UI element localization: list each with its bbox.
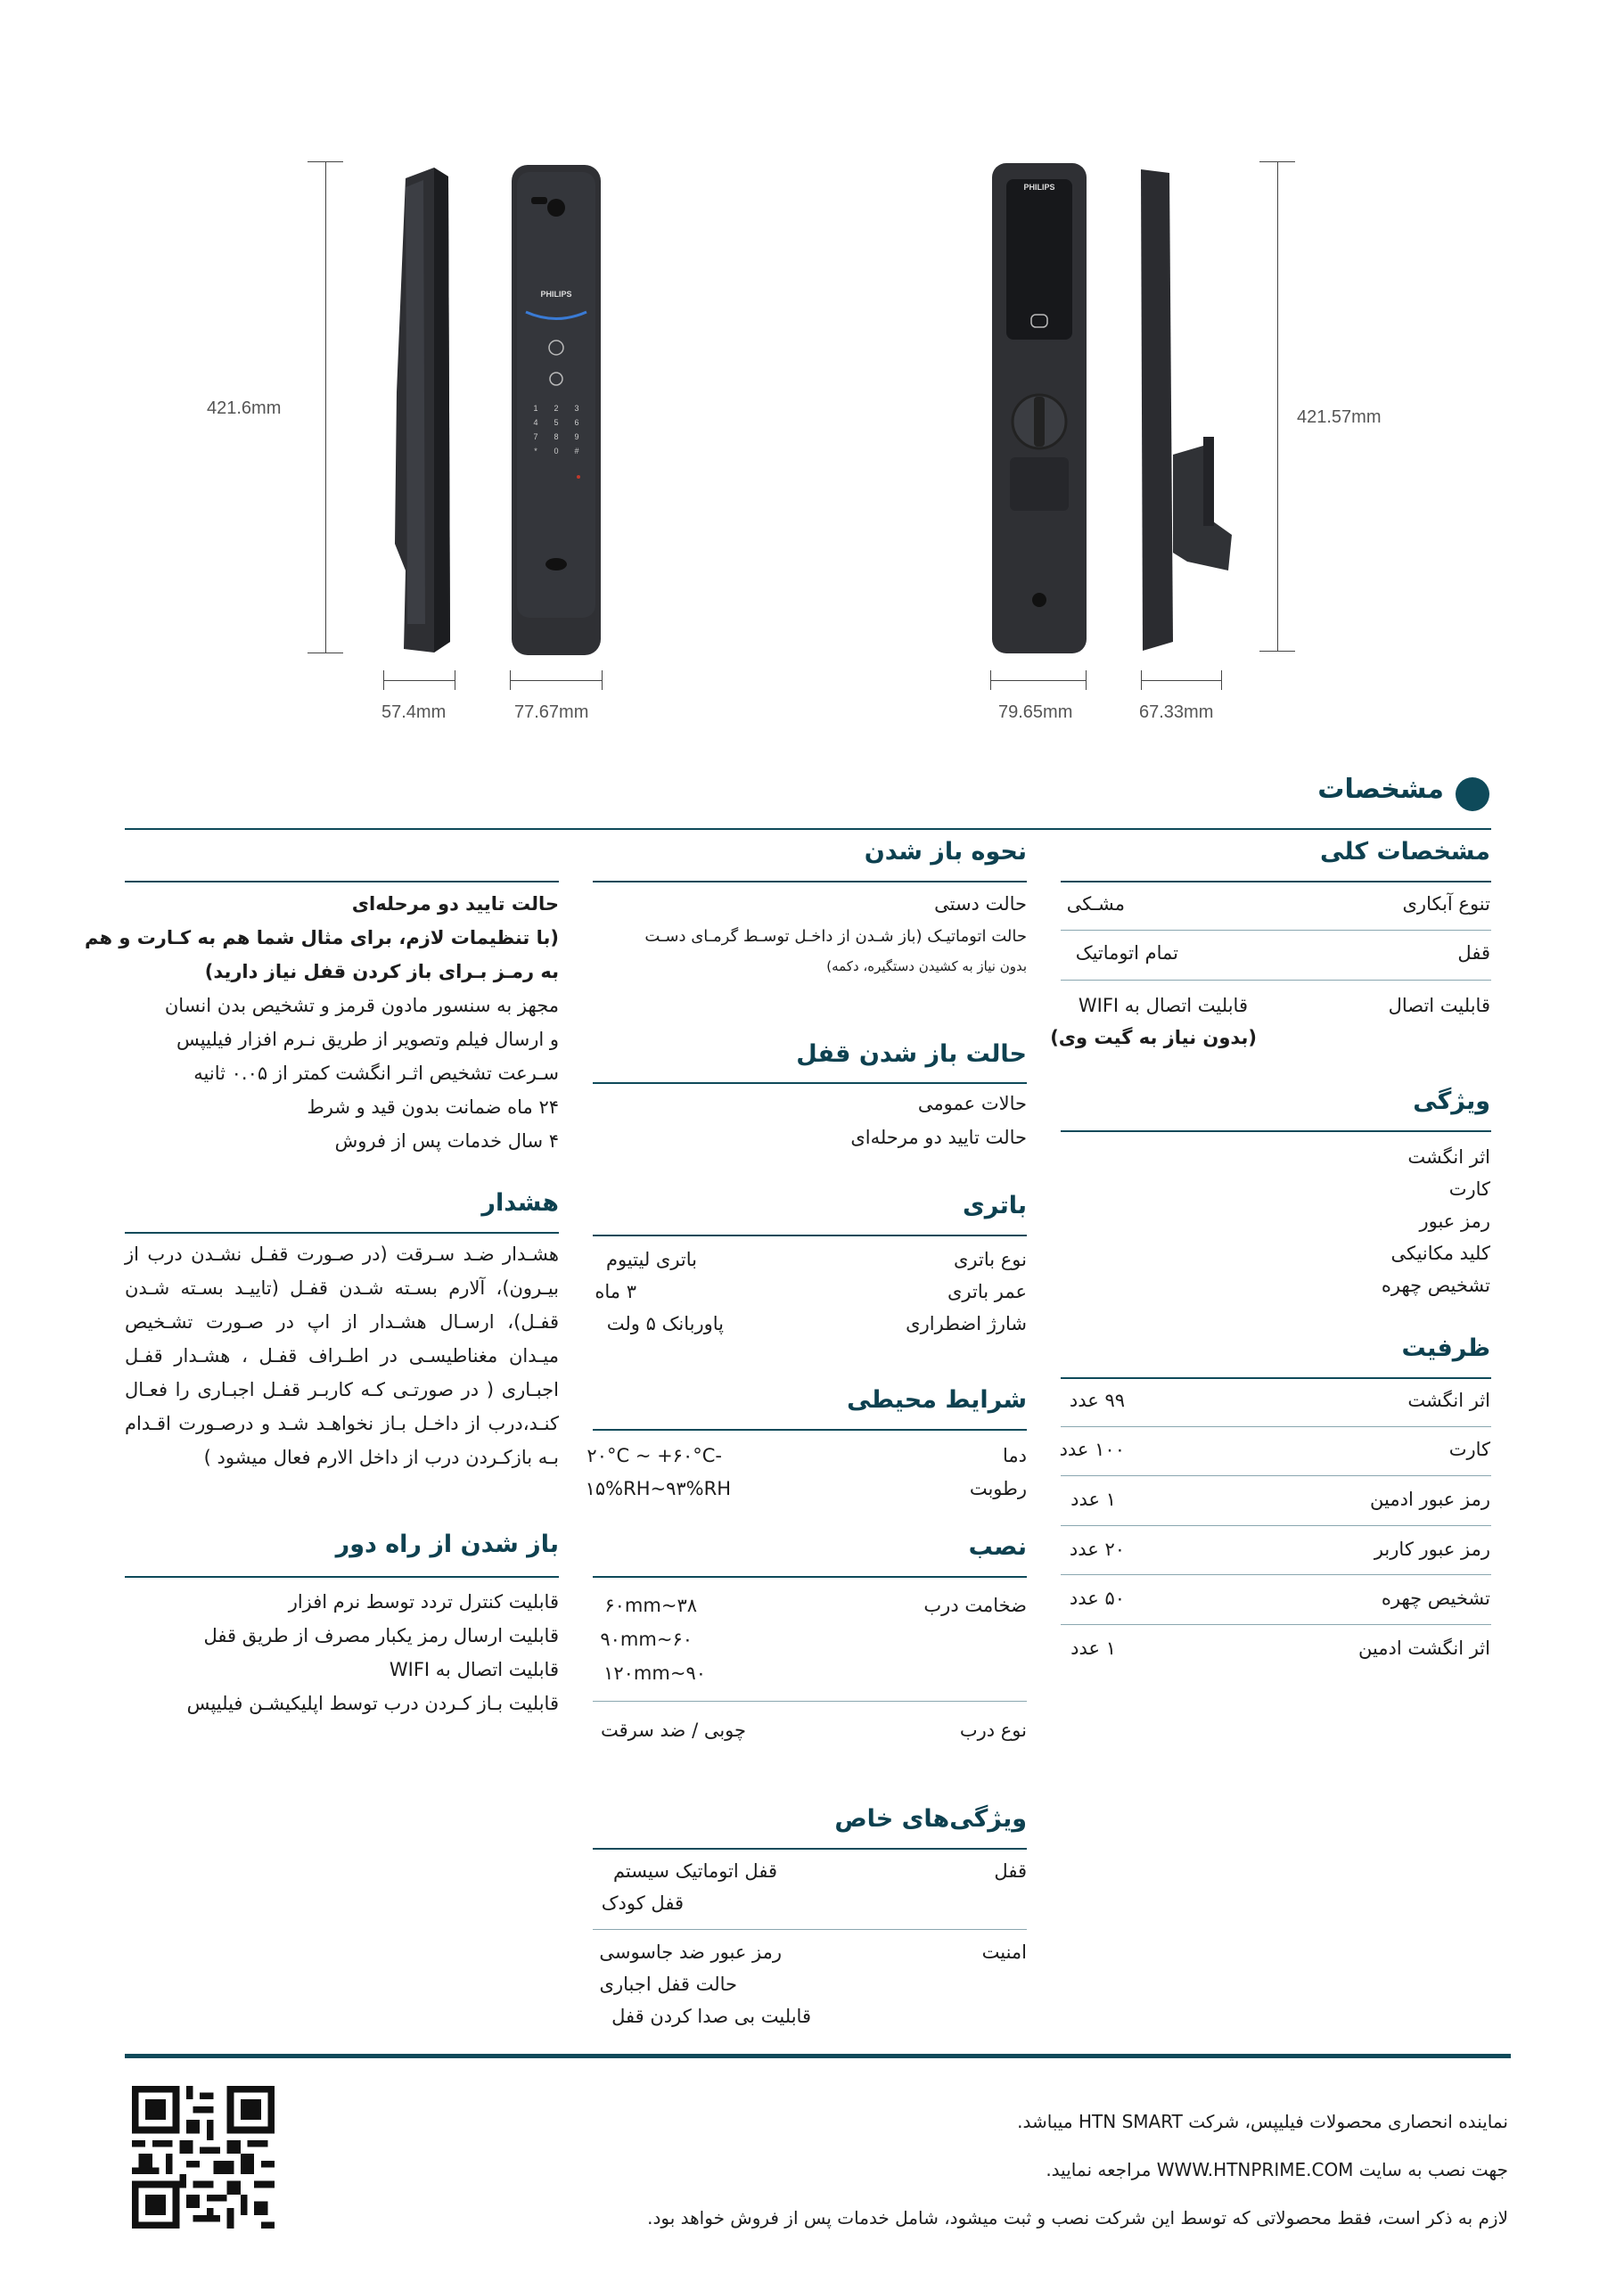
- feature-item: کلید مکانیکی: [1390, 1243, 1490, 1264]
- height-dimension-line-left: [325, 161, 326, 653]
- unlock-method-item: حالت دستی: [934, 893, 1027, 915]
- remote-item: قابلیت بـاز کـردن درب توسط اپلیکیشـن فیلیپس: [186, 1693, 559, 1714]
- footer-divider: [125, 2054, 1511, 2058]
- svg-text:2: 2: [554, 404, 559, 413]
- brand-logo-inside: PHILIPS: [1023, 183, 1055, 192]
- environment-title: شرایط محیطی: [847, 1386, 1027, 1414]
- capacity-value: ۹۹ عدد: [1069, 1390, 1125, 1411]
- lock-side-profile-right: [1134, 160, 1232, 660]
- spec-value-note: (بدون نیاز به گیت وی): [1050, 1027, 1257, 1048]
- special-value: قفل کودک: [601, 1892, 684, 1914]
- lock-front-view-inside: [992, 163, 1087, 653]
- environment-label: رطوبت: [969, 1478, 1027, 1499]
- capacity-value: ۱۰۰ عدد: [1059, 1439, 1125, 1460]
- footer-line-2: جهت نصب به سایت WWW.HTNPRIME.COM مراجعه نمایید.: [1046, 2159, 1508, 2180]
- specs-title: مشخصات: [1317, 774, 1444, 805]
- capacity-value: ۱ عدد: [1070, 1638, 1116, 1659]
- battery-title: باتری: [963, 1192, 1027, 1219]
- environment-value: ۱۵%RH~۹۳%RH: [585, 1478, 731, 1499]
- width-label-4: 67.33mm: [1139, 702, 1214, 722]
- alarm-title: هشدار: [481, 1189, 559, 1217]
- unlock-state-item: حالت تایید دو مرحله‌ای: [850, 1127, 1027, 1148]
- unlock-method-title: نحوه باز شدن: [864, 838, 1027, 866]
- battery-value: ۳ ماه: [595, 1281, 636, 1302]
- capacity-title: ظرفیت: [1401, 1334, 1490, 1362]
- spec-label: تنوع آبکاری: [1402, 893, 1490, 915]
- spec-value: مشـکی: [1066, 893, 1125, 915]
- width-label-2: 77.67mm: [514, 702, 589, 722]
- height-label-left: 421.6mm: [207, 398, 282, 418]
- environment-label: دما: [1003, 1445, 1027, 1466]
- two-step-line: (با تنظیمات لازم، برای مثال شما هم به کـارت و هم: [84, 927, 559, 948]
- capacity-label: رمز عبور کاربر: [1374, 1539, 1490, 1560]
- feature-item: اثر انگشت: [1407, 1146, 1490, 1168]
- special-value: حالت قفل اجباری: [599, 1974, 737, 1995]
- feature-item: کارت: [1448, 1178, 1490, 1200]
- footer-line-1: نماینده انحصاری محصولات فیلیپس، شرکت HTN SMART میباشد.: [1017, 2111, 1508, 2132]
- width-label-3: 79.65mm: [998, 702, 1073, 722]
- install-label: ضخامت درب: [923, 1595, 1027, 1616]
- two-step-line: به رمـز بـرای باز کردن قفل نیاز دارید): [204, 961, 559, 982]
- feature-item: تشخیص چهره: [1381, 1275, 1490, 1296]
- width-label-1: 57.4mm: [381, 702, 447, 722]
- svg-text:5: 5: [554, 418, 559, 427]
- remote-item: قابلیت کنترل تردد توسط نرم افزار: [288, 1591, 559, 1613]
- special-value: رمز عبور ضد جاسوسی: [599, 1941, 782, 1963]
- general-specs-title: مشخصات کلی: [1320, 838, 1490, 866]
- svg-text:*: *: [534, 447, 537, 456]
- two-step-line: و ارسال فیلم وتصویر از طریق نـرم افزار فیلیپس: [176, 1029, 559, 1050]
- lock-side-profile-left: [379, 160, 468, 660]
- special-value: قابلیت بی صدا کردن قفل: [611, 2006, 811, 2027]
- battery-label: نوع باتری: [953, 1249, 1027, 1270]
- battery-label: عمر باتری: [947, 1281, 1027, 1302]
- unlock-state-title: حالت باز شدن قفل: [796, 1040, 1027, 1068]
- capacity-value: ۱ عدد: [1070, 1489, 1116, 1510]
- capacity-value: ۲۰ عدد: [1069, 1539, 1125, 1560]
- install-label: نوع درب: [959, 1720, 1027, 1741]
- capacity-label: کارت: [1448, 1439, 1490, 1460]
- install-value: ۶۰~۹۰mm: [600, 1629, 693, 1650]
- svg-text:1: 1: [533, 404, 538, 413]
- install-value: ۳۸~۶۰mm: [604, 1595, 697, 1616]
- feature-title: ویژگی: [1413, 1088, 1490, 1115]
- special-label: امنیت: [981, 1941, 1027, 1963]
- spec-label: قابلیت اتصال: [1388, 995, 1490, 1016]
- capacity-label: تشخیص چهره: [1381, 1588, 1490, 1609]
- footer-line-3: لازم به ذکر است، فقط محصولاتی که توسط این شرکت نصب و ثبت میشود، شامل خدمات پس از فروش خواهد بود.: [647, 2207, 1508, 2229]
- install-title: نصب: [968, 1533, 1027, 1561]
- two-step-line: مجهز به سنسور مادون قرمز و تشخیص بدن انسان: [164, 995, 559, 1016]
- svg-text:#: #: [574, 447, 579, 456]
- special-value: قفل اتوماتیک سیستم: [612, 1860, 777, 1882]
- capacity-label: اثر انگشت ادمین: [1357, 1638, 1490, 1659]
- unlock-method-item: حالت اتوماتیـک (باز شـدن از داخـل توسـط گرمـای دسـت: [644, 927, 1027, 946]
- keyhole-icon: [545, 558, 567, 570]
- remote-item: قابلیت اتصال به WIFI: [389, 1659, 559, 1680]
- capacity-value: ۵۰ عدد: [1069, 1588, 1125, 1609]
- lock-front-view-outside: [512, 165, 601, 655]
- remote-item: قابلیت ارسال رمز یکبار مصرف از طریق قفل: [203, 1625, 559, 1646]
- two-step-line: سـرعت تشخیص اثـر انگشت کمتر از ۰.۰۵ ثانیه: [193, 1063, 559, 1084]
- feature-item: رمز عبور: [1419, 1211, 1490, 1232]
- section-bullet-icon: [1456, 777, 1489, 811]
- battery-value: باتری لیتیوم: [605, 1249, 697, 1270]
- battery-label: شارژ اضطراری: [906, 1313, 1027, 1334]
- battery-value: پاوربانک ۵ ولت: [606, 1313, 724, 1334]
- svg-text:0: 0: [554, 447, 559, 456]
- capacity-label: اثر انگشت: [1407, 1390, 1490, 1411]
- alarm-text: هشـدار ضـد سـرقت (در صـورت قفـل نشـدن درب از بیـرون)، آلارم بسـته شـدن قفـل (تاییـد بسـته شـدن قفـل)، ارسـال هشـدار از اپ در صـورت تشـخیص میـدان مغناطیسـی در اطـراف قفـل ، هشـدار قفـل اجبـاری ( در صورتـی کـه کاربـر قفـل اجبـاری را فعـال کنـد،درب از داخـل بـاز نخواهـد شـد و درصـورت اقـدام بـه بازکـردن درب از داخل الارم فعال میشود ): [125, 1244, 559, 1468]
- two-step-line: ۲۴ ماه ضمانت بدون قید و شرط: [307, 1096, 559, 1118]
- install-value: چوبی / ضد سرقت: [601, 1720, 746, 1741]
- unlock-method-item: بدون نیاز به کشیدن دستگیره، دکمه): [826, 958, 1027, 974]
- spec-value: تمام اتوماتیک: [1075, 942, 1178, 964]
- environment-value: -۲۰°C ~ +۶۰°C: [586, 1445, 722, 1466]
- qr-code[interactable]: [132, 2086, 275, 2229]
- capacity-label: رمز عبور ادمین: [1370, 1489, 1490, 1510]
- svg-text:9: 9: [574, 432, 579, 441]
- spec-value: قابلیت اتصال به WIFI: [1078, 995, 1248, 1016]
- spec-label: قفل: [1457, 942, 1490, 964]
- height-dimension-line-right: [1277, 161, 1278, 652]
- svg-text:8: 8: [554, 432, 559, 441]
- height-label-right: 421.57mm: [1297, 407, 1382, 427]
- svg-text:4: 4: [533, 418, 538, 427]
- svg-text:3: 3: [574, 404, 579, 413]
- remote-title: باز شدن از راه دور: [335, 1531, 559, 1558]
- install-value: ۹۰~۱۲۰mm: [603, 1662, 706, 1684]
- specs-divider: [125, 828, 1491, 830]
- unlock-state-item: حالات عمومی: [917, 1093, 1027, 1114]
- special-label: قفل: [994, 1860, 1027, 1882]
- two-step-line: ۴ سال خدمات پس از فروش: [334, 1130, 559, 1152]
- special-title: ویژگی‌های خاص: [834, 1805, 1027, 1833]
- svg-text:7: 7: [533, 432, 538, 441]
- svg-text:6: 6: [574, 418, 579, 427]
- two-step-line: حالت تایید دو مرحله‌ای: [351, 893, 559, 915]
- brand-logo-front: PHILIPS: [540, 290, 572, 299]
